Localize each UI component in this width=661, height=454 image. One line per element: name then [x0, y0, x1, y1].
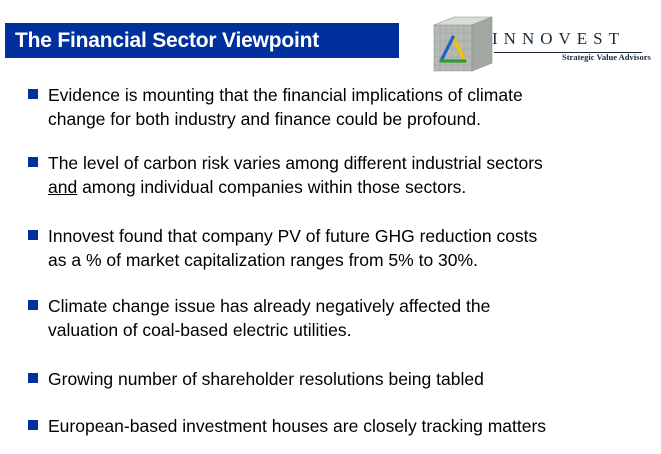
- bullet-square-icon: [28, 89, 38, 99]
- bullet-line-rest: among individual companies within those sectors.: [77, 177, 467, 197]
- bullet-line: Evidence is mounting that the financial implications of climate: [48, 85, 523, 105]
- bullet-text: [48, 83, 648, 131]
- bullet-text: [48, 414, 648, 438]
- slide-title: The Financial Sector Viewpoint: [15, 28, 320, 52]
- bullet-line: Climate change issue has already negatively affected the: [48, 296, 491, 316]
- bullet-text: [48, 224, 648, 272]
- bullet-line: [48, 175, 648, 199]
- bullet-line: European-based investment houses are closely tracking matters: [48, 416, 547, 436]
- bullet-text: [48, 151, 648, 199]
- bullet-square-icon: [28, 420, 38, 430]
- bullet-square-icon: [28, 300, 38, 310]
- bullet-line: as a % of market capitalization ranges from 5% to 30%.: [48, 250, 478, 270]
- bullet-square-icon: [28, 230, 38, 240]
- bullet-line: change for both industry and finance could be profound.: [48, 109, 481, 129]
- logo-tagline: Strategic Value Advisors: [562, 52, 651, 62]
- underlined-word: and: [48, 177, 78, 197]
- bullet-text: [48, 294, 648, 342]
- bullet-line: Growing number of shareholder resolutions being tabled: [48, 369, 484, 389]
- bullet-text: [48, 367, 648, 391]
- bullet-square-icon: [28, 373, 38, 383]
- bullet-square-icon: [28, 157, 38, 167]
- bullet-line: valuation of coal-based electric utilities.: [48, 320, 352, 340]
- bullet-line: Innovest found that company PV of future GHG reduction costs: [48, 226, 538, 246]
- bullet-line: The level of carbon risk varies among different industrial sectors: [48, 153, 543, 173]
- logo-name: INNOVEST: [492, 29, 625, 48]
